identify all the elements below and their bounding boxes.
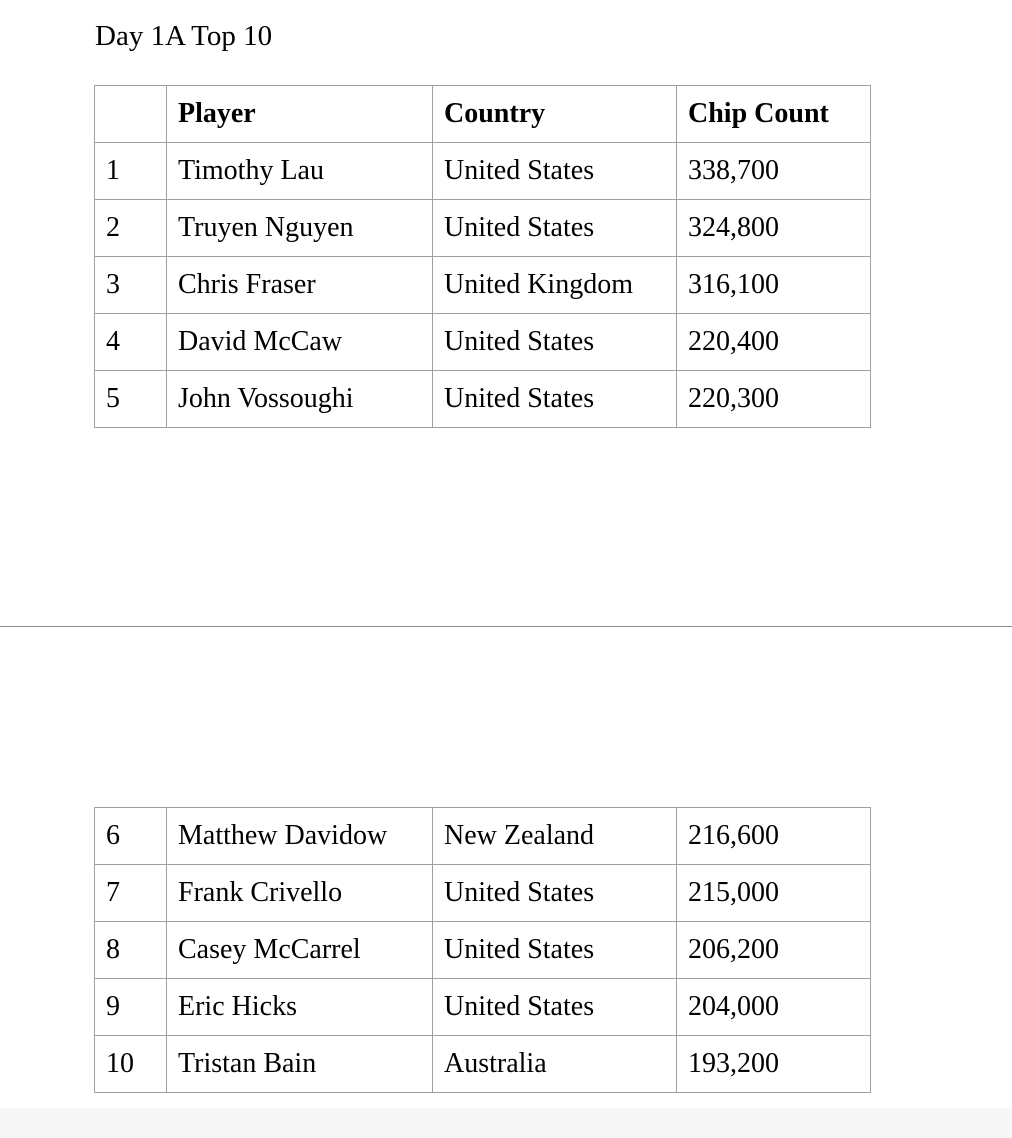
table-row	[95, 257, 871, 314]
player-cell: John Vossoughi	[167, 371, 433, 428]
rank-cell: 1	[95, 143, 167, 200]
table-row	[95, 371, 871, 428]
player-cell: Eric Hicks	[167, 979, 433, 1036]
chip-count-cell: 206,200	[677, 922, 871, 979]
player-cell: Chris Fraser	[167, 257, 433, 314]
player-cell: Timothy Lau	[167, 143, 433, 200]
chip-count-cell: 220,400	[677, 314, 871, 371]
player-cell: Frank Crivello	[167, 865, 433, 922]
country-cell: United States	[433, 922, 677, 979]
country-cell: United States	[433, 314, 677, 371]
country-cell: United States	[433, 371, 677, 428]
chip-count-cell: 324,800	[677, 200, 871, 257]
player-cell: Truyen Nguyen	[167, 200, 433, 257]
country-cell: United States	[433, 979, 677, 1036]
table-row	[95, 143, 871, 200]
rank-cell: 6	[95, 808, 167, 865]
rank-cell: 7	[95, 865, 167, 922]
player-cell: Casey McCarrel	[167, 922, 433, 979]
page-divider	[0, 626, 1012, 627]
chip-count-cell: 216,600	[677, 808, 871, 865]
chip-count-cell: 204,000	[677, 979, 871, 1036]
country-cell: United States	[433, 143, 677, 200]
standings-table-page-1	[94, 85, 871, 428]
rank-header	[95, 86, 167, 143]
table-row	[95, 314, 871, 371]
rank-cell: 5	[95, 371, 167, 428]
document-title: Day 1A Top 10	[95, 20, 273, 52]
table-row	[95, 979, 871, 1036]
standings-table-page-2	[94, 807, 871, 1093]
rank-cell: 8	[95, 922, 167, 979]
table-row	[95, 808, 871, 865]
rank-cell: 9	[95, 979, 167, 1036]
chip-count-cell: 316,100	[677, 257, 871, 314]
country-cell: United States	[433, 200, 677, 257]
table-row	[95, 1036, 871, 1093]
chip-count-cell: 215,000	[677, 865, 871, 922]
country-header: Country	[433, 86, 677, 143]
rank-cell: 2	[95, 200, 167, 257]
chip-count-header: Chip Count	[677, 86, 871, 143]
player-header: Player	[167, 86, 433, 143]
chip-count-cell: 338,700	[677, 143, 871, 200]
page-bottom-edge	[0, 1108, 1012, 1138]
player-cell: Matthew Davidow	[167, 808, 433, 865]
chip-count-cell: 220,300	[677, 371, 871, 428]
header-row	[95, 86, 871, 143]
country-cell: United Kingdom	[433, 257, 677, 314]
player-cell: Tristan Bain	[167, 1036, 433, 1093]
table-row	[95, 922, 871, 979]
rank-cell: 10	[95, 1036, 167, 1093]
table-row	[95, 865, 871, 922]
rank-cell: 3	[95, 257, 167, 314]
rank-cell: 4	[95, 314, 167, 371]
country-cell: New Zealand	[433, 808, 677, 865]
country-cell: United States	[433, 865, 677, 922]
country-cell: Australia	[433, 1036, 677, 1093]
chip-count-cell: 193,200	[677, 1036, 871, 1093]
table-row	[95, 200, 871, 257]
player-cell: David McCaw	[167, 314, 433, 371]
